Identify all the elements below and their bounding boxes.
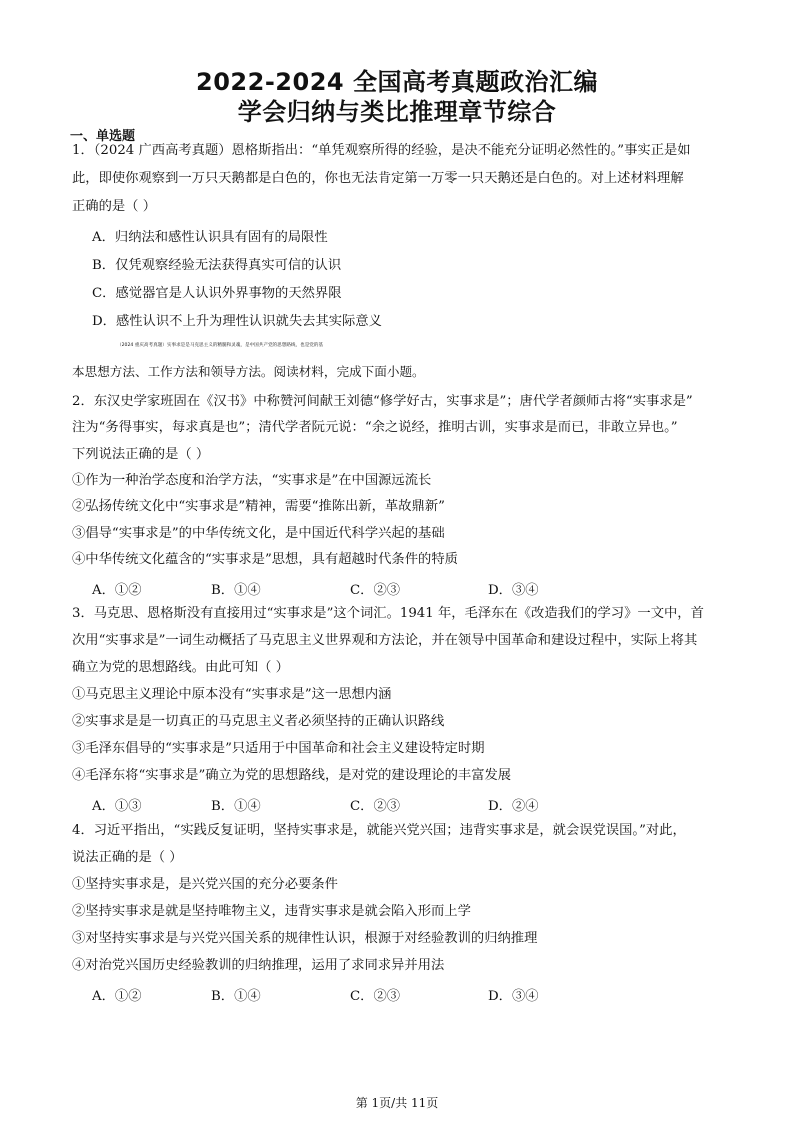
page-number: 第 1页/共 11页 [355, 1096, 439, 1110]
q2-stem-line2: 注为“务得事实，每求真是也”；清代学者阮元说：“余之说经，推明古训，实事求是而已，非敢立异也。” [72, 420, 678, 435]
q2-statement-2: ②弘扬传统文化中“实事求是”精神，需要“推陈出新，革故鼎新” [72, 499, 445, 514]
q4-option-d: D．③④ [488, 989, 539, 1004]
q4-statement-3: ③对坚持实事求是与兴党兴国关系的规律性认识，根源于对经验教训的归纳推理 [72, 931, 538, 946]
q3-statement-2: ②实事求是是一切真正的马克思主义者必须坚持的正确认识路线 [72, 714, 445, 729]
q2-stem-line1: 2．东汉史学家班固在《汉书》中称赞河间献王刘德“修学好古，实事求是”；唐代学者颜师古将“实事求是” [72, 394, 693, 409]
q2-statement-3: ③倡导“实事求是”的中华传统文化，是中国近代科学兴起的基础 [72, 526, 445, 541]
q4-option-b: B．①④ [211, 989, 261, 1004]
q1-option-b: B．仅凭观察经验无法获得真实可信的认识 [92, 258, 342, 273]
q1-stem-line3: 正确的是（ ） [72, 199, 157, 214]
q3-statement-4: ④毛泽东将“实事求是”确立为党的思想路线，是对党的建设理论的丰富发展 [72, 768, 512, 783]
q4-stem-line1: 4．习近平指出，“实践反复证明，坚持实事求是，就能兴党兴国；违背实事求是，就会误党误国。”对此， [72, 823, 686, 838]
q4-statement-4: ④对治党兴国历史经验教训的归纳推理，运用了求同求异并用法 [72, 958, 445, 973]
q3-option-b: B．①④ [211, 799, 261, 814]
q2-statement-1: ①作为一种治学态度和治学方法，“实事求是”在中国源远流长 [72, 473, 432, 488]
q3-stem-line1: 3．马克思、恩格斯没有直接用过“实事求是”这个词汇。1941 年，毛泽东在《改造我们的学习》一文中，首 [72, 606, 704, 621]
page-title: 2022-2024 全国高考真题政治汇编 [196, 68, 598, 96]
q2-option-b: B．①④ [211, 583, 261, 598]
q2-stem-line3: 下列说法正确的是（ ） [72, 447, 210, 462]
q3-stem-line2: 次用“实事求是”一词生动概括了马克思主义世界观和方法论，并在领导中国革命和建设过程中，实际上将其 [72, 633, 698, 648]
q1-option-a: A．归纳法和感性认识具有固有的局限性 [92, 230, 328, 245]
q3-stem-line3: 确立为党的思想路线。由此可知（ ） [72, 660, 289, 675]
q3-statement-1: ①马克思主义理论中原本没有“实事求是”这一思想内涵 [72, 687, 392, 702]
q2-statement-4: ④中华传统文化蕴含的“实事求是”思想，具有超越时代条件的特质 [72, 552, 458, 567]
q1-option-c: C．感觉器官是人认识外界事物的天然界限 [92, 286, 342, 301]
q3-statement-3: ③毛泽东倡导的“实事求是”只适用于中国革命和社会主义建设特定时期 [72, 741, 485, 756]
q4-option-c: C．②③ [350, 989, 401, 1004]
page-subtitle: 学会归纳与类比推理章节综合 [237, 98, 557, 126]
passage-line1: （2024 重庆高考真题）实事求是是马克思主义的精髓和灵魂，是中国共产党的思想路线，也是党的基 [117, 343, 324, 348]
q1-stem-line2: 此，即使你观察到一万只天鹅都是白色的，你也无法肯定第一万零一只天鹅还是白色的。对上述材料理解 [72, 171, 684, 186]
q3-option-d: D．②④ [488, 799, 539, 814]
q4-statement-1: ①坚持实事求是，是兴党兴国的充分必要条件 [72, 877, 338, 892]
q2-option-d: D．③④ [488, 583, 539, 598]
q2-option-a: A．①② [92, 583, 142, 598]
q4-option-a: A．①② [92, 989, 142, 1004]
section-heading: 一、单选题 [70, 129, 136, 144]
q1-stem-line1: 1．（2024 广西高考真题）恩格斯指出：“单凭观察所得的经验，是决不能充分证明必然性的。”事实正是如 [72, 143, 691, 158]
q3-option-c: C．②③ [350, 799, 401, 814]
q2-option-c: C．②③ [350, 583, 401, 598]
passage-line2: 本思想方法、工作方法和领导方法。阅读材料，完成下面小题。 [72, 364, 425, 379]
q1-option-d: D．感性认识不上升为理性认识就失去其实际意义 [92, 314, 382, 329]
q4-stem-line2: 说法正确的是（ ） [72, 850, 183, 865]
q3-option-a: A．①③ [92, 799, 142, 814]
q4-statement-2: ②坚持实事求是就是坚持唯物主义，违背实事求是就会陷入形而上学 [72, 904, 471, 919]
